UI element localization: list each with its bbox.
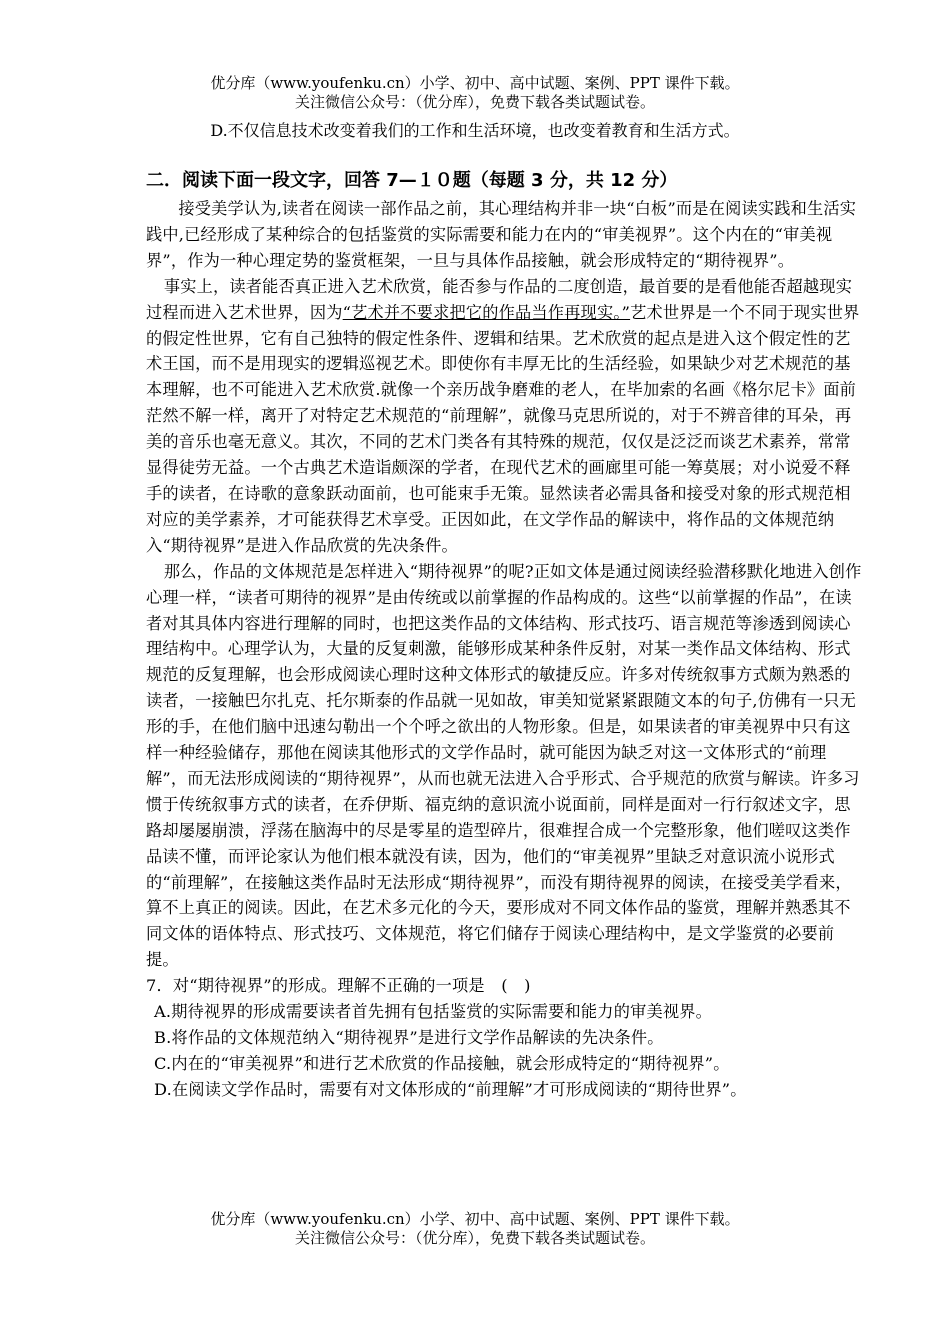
section-title: 二．阅读下面一段文字，回答 7—１０题（每题 3 分，共 12 分） xyxy=(146,170,678,191)
reading-passage xyxy=(146,196,866,1103)
paragraph-2-text-after: 艺术世界是一个不同于现实世界的假定性世界，它有自己独特的假定性条件、逻辑和结果。艺术欣赏的起点是进入这个假定性的艺术王国，而不是用现实的逻辑巡视艺术。即使你有丰厚无比的生活经验，如果缺少对艺术规范的基本理解，也不可能进入艺术欣赏.就像一个亲历战争磨难的老人，在毕加索的名画《格尔尼卡》面前茫然不解一样，离开了对特定艺术规范的“前理解”，就像马克思所说的，对于不辨音律的耳朵，再美的音乐也毫无意义。其次，不同的艺术门类各有其特殊的规范，仅仅是泛泛而谈艺术素养，常常显得徒劳无益。一个古典艺术造诣颇深的学者，在现代艺术的画廊里可能一筹莫展；对小说爱不释手的读者，在诗歌的意象跃动面前，也可能束手无策。显然读者必需具备和接受对象的形式规范相对应的美学素养，才可能获得艺术享受。正因如此，在文学作品的解读中，将作品的文体规范纳入“期待视界”是进入作品欣赏的先决条件。 xyxy=(146,302,860,555)
footer-line-2: 关注微信公众号：（优分库），免费下载各类试题试卷。 xyxy=(294,1229,655,1247)
passage-paragraph-1: 接受美学认为,读者在阅读一部作品之前，其心理结构并非一块“白板”而是在阅读实践和生活实践中,已经形成了某种综合的包括鉴赏的实际需要和能力在内的“审美视界”。这个内在的“审美视界”，作为一种心理定势的鉴赏框架，一旦与具体作品接触，就会形成特定的“期待视界”。 xyxy=(146,199,857,270)
paragraph-2-text-before: 事实上，读者能否真正进入艺术欣赏，能否参与作品的二度创造，最首要的是看他能否超越现实过程而进入艺术世界，因为 xyxy=(146,276,853,322)
question-7-option-b: B.将作品的文体规范纳入“期待视界”是进行文学作品解读的先决条件。 xyxy=(154,1028,664,1047)
footer-line-1: 优分库（www.youfenku.cn）小学、初中、高中试题、案例、PPT 课件下载。 xyxy=(210,1210,740,1228)
passage-paragraph-2 xyxy=(146,274,866,559)
header-line-2: 关注微信公众号：（优分库），免费下载各类试题试卷。 xyxy=(294,93,655,111)
question-7-option-d: D.在阅读文学作品时，需要有对文体形成的“前理解”才可形成阅读的“期待世界”。 xyxy=(154,1079,747,1099)
question-7-option-c: C.内在的“审美视界”和进行艺术欣赏的作品接触，就会形成特定的“期待视界”。 xyxy=(154,1053,730,1073)
underlined-quote: “艺术并不要求把它的作品当作再现实。” xyxy=(342,302,631,322)
page-footer xyxy=(0,1210,950,1248)
question-7-option-a: A.期待视界的形成需要读者首先拥有包括鉴赏的实际需要和能力的审美视界。 xyxy=(154,1002,713,1022)
passage-paragraph-3: 那么，作品的文体规范是怎样进入“期待视界”的呢?正如文体是通过阅读经验潜移默化地进入创作心理一样，“读者可期待的视界”是由传统或以前掌握的作品构成的。这些“以前掌握的作品”，在读者对其具体内容进行理解的同时，也把这类作品的文体结构、形式技巧、语言规范等渗透到阅读心理结构中。心理学认为，大量的反复刺激，能够形成某种条件反射，对某一类作品文体结构、形式规范的反复理解，也会形成阅读心理时这种文体形式的敏捷反应。许多对传统叙事方式颇为熟悉的读者，一接触巴尔扎克、托尔斯泰的作品就一见如故，审美知觉紧紧跟随文本的句子,仿佛有一只无形的手，在他们脑中迅速勾勒出一个个呼之欲出的人物形象。但是，如果读者的审美视界中只有这样一种经验储存，那他在阅读其他形式的文学作品时，就可能因为缺乏对这一文体形式的“前理解”，而无法形成阅读的“期待视界”，从而也就无法进入合乎形式、合乎规范的欣赏与解读。许多习惯于传统叙事方式的读者，在乔伊斯、福克纳的意识流小说面前，同样是面对一行行叙述文字，思路却屡屡崩溃，浮荡在脑海中的尽是零星的造型碎片，很难捏合成一个完整形象，他们嗟叹这类作品读不懂，而评论家认为他们根本就没有读，因为，他们的“审美视界”里缺乏对意识流小说形式的“前理解”，在接触这类作品时无法形成“期待视界”，而没有期待视界的阅读，在接受美学看来，算不上真正的阅读。因此，在艺术多元化的今天，要形成对不同文体作品的鉴赏，理解并熟悉其不同文体的语体特点、形式技巧、文体规范，将它们储存于阅读心理结构中，是文学鉴赏的必要前提。 xyxy=(146,561,862,970)
header-line-1: 优分库（www.youfenku.cn）小学、初中、高中试题、案例、PPT 课件下载。 xyxy=(210,74,740,92)
question-7-stem: 7．对“期待视界”的形成。理解不正确的一项是 ( ) xyxy=(146,976,531,996)
page-header xyxy=(0,74,950,112)
previous-question-option-d: D.不仅信息技术改变着我们的工作和生活环境，也改变着教育和生活方式。 xyxy=(210,121,740,140)
